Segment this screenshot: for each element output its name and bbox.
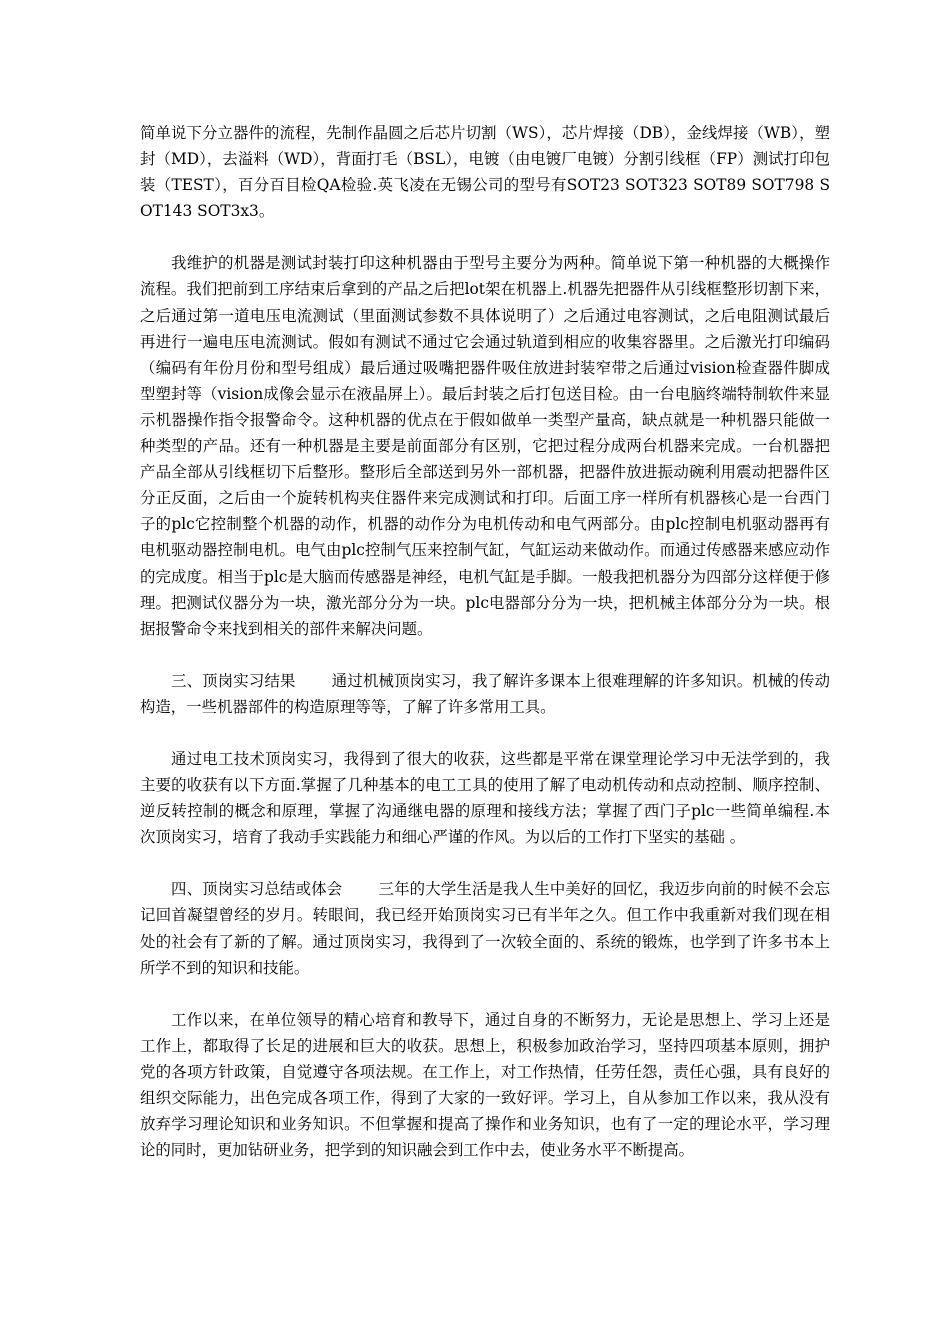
paragraph-internship-results: 三、顶岗实习结果 通过机械顶岗实习，我了解许多课本上很难理解的许多知识。机械的传动构造，一些机器部件的构造原理等等，了解了许多常用工具。: [140, 671, 830, 716]
paragraph-electrical-internship: 通过电工技术顶岗实习，我得到了很大的收获，这些都是平常在课堂理论学习中无法学到的，我主要的收获有以下方面.掌握了几种基本的电工工具的使用了解了电动机传动和点动控制、顺序控制、逆反转控制的概念和原理，掌握了沟通继电器的原理和接线方法；掌握了西门子plc一些简单编程.本次顶岗实习，培育了我动手实践能力和细心严谨的作风。为以后的工作打下坚实的基础 。: [140, 749, 830, 847]
document-page: [140, 120, 830, 1189]
paragraph-work-experience: 工作以来，在单位领导的精心培育和教导下，通过自身的不断努力，无论是思想上、学习上还是工作上，都取得了长足的进展和巨大的收获。思想上，积极参加政治学习，坚持四项基本原则，拥护党的各项方针政策，自觉遵守各项法规。在工作上，对工作热情，任劳任怨，责任心强，具有良好的组织交际能力，出色完成各项工作，得到了大家的一致好评。学习上，自从参加工作以来，我从没有放弃学习理论知识和业务知识。不但掌握和提高了操作和业务知识，也有了一定的理论水平，学习理论的同时，更加钻研业务，把学到的知识融会到工作中去，使业务水平不断提高。: [140, 1010, 830, 1160]
paragraph-machine-maintenance: 我维护的机器是测试封装打印这种机器由于型号主要分为两种。简单说下第一种机器的大概操作流程。我们把前到工序结束后拿到的产品之后把lot架在机器上.机器先把器件从引线框整形切割下来，之后通过第一道电压电流测试（里面测试参数不具体说明了）之后通过电容测试，之后电阻测试最后再进行一遍电压电流测试。假如有测试不通过它会通过轨道到相应的收集容器里。之后激光打印编码（编码有年份月份和型号组成）最后通过吸嘴把器件吸住放进封装窄带之后通过vision检查器件脚成型塑封等（vision成像会显示在液晶屏上）。最后封装之后打包送目检。由一台电脑终端特制软件来显示机器操作指令报警命令。这种机器的优点在于假如做单一类型产量高，缺点就是一种机器只能做一种类型的产品。还有一种机器是主要是前面部分有区别，它把过程分成两台机器来完成。一台机器把产品全部从引线框切下后整形。整形后全部送到另外一部机器，把器件放进振动碗利用震动把器件区分正反面，之后由一个旋转机构夹住器件来完成测试和打印。后面工序一样所有机器核心是一台西门子的plc它控制整个机器的动作，机器的动作分为电机传动和电气两部分。由plc控制电机驱动器再有电机驱动器控制电机。电气由plc控制气压来控制气缸，气缸运动来做动作。而通过传感器来感应动作的完成度。相当于plc是大脑而传感器是神经，电机气缸是手脚。一般我把机器分为四部分这样便于修理。把测试仪器分为一块，激光部分分为一块。plc电器部分分为一块，把机械主体部分分为一块。根据报警命令来找到相关的部件来解决问题。: [140, 254, 830, 638]
paragraph-internship-summary: 四、顶岗实习总结或体会 三年的大学生活是我人生中美好的回忆，我迈步向前的时候不会忘记回首凝望曾经的岁月。转眼间，我已经开始顶岗实习已有半年之久。但工作中我重新对我们现在相处的社会有了新的了解。通过顶岗实习，我得到了一次较全面的、系统的锻炼，也学到了许多书本上所学不到的知识和技能。: [140, 880, 830, 977]
paragraph-process-overview: 简单说下分立器件的流程，先制作晶圆之后芯片切割（WS），芯片焊接（DB），金线焊接（WB），塑封（MD），去溢料（WD），背面打毛（BSL），电镀（由电镀厂电镀）分割引线框（FP）测试打印包装（TEST），百分百目检QA检验.英飞凌在无锡公司的型号有SOT23 SOT323 SOT89 SOT798 SOT143 SOT3x3。: [140, 124, 830, 221]
